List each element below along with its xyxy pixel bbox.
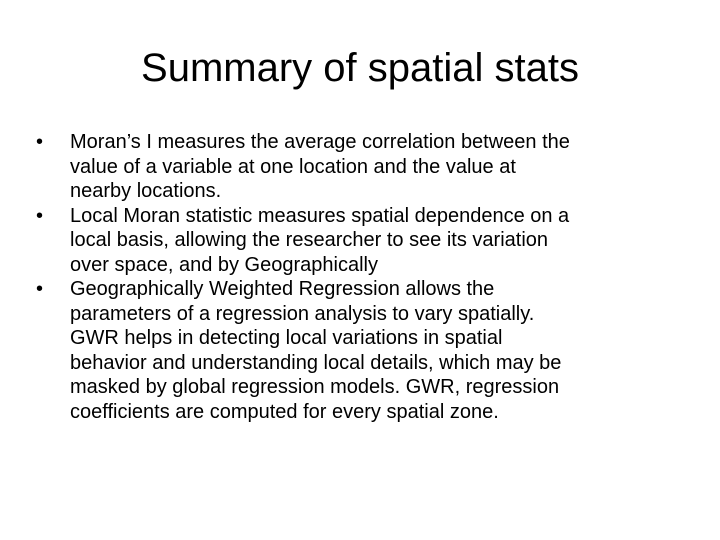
bullet-line: masked by global regression models. GWR, regression — [70, 376, 560, 398]
bullet-item-gwr — [36, 277, 676, 424]
bullet-line: local basis, allowing the researcher to see its variation — [70, 229, 549, 251]
bullet-item-local-moran — [36, 204, 676, 278]
bullet-line: coefficients are computed for every spatial zone. — [70, 400, 499, 423]
bullet-line: over space, and by Geographically — [70, 253, 378, 276]
bullet-line: Moran’s I measures the average correlation between the — [70, 131, 570, 153]
bullet-icon: • — [36, 204, 44, 227]
bullet-line: Local Moran statistic measures spatial dependence on a — [70, 204, 570, 227]
bullet-item-morans-i — [36, 130, 676, 204]
bullet-line: GWR helps in detecting local variations in spatial — [70, 327, 503, 349]
bullet-icon: • — [36, 278, 44, 300]
bullet-list — [36, 130, 676, 424]
bullet-line: behavior and understanding local details, which may be — [70, 351, 562, 374]
bullet-line: value of a variable at one location and the value at — [70, 155, 516, 178]
bullet-line: parameters of a regression analysis to vary spatially. — [70, 302, 535, 325]
slide-title: Summary of spatial stats — [141, 46, 579, 90]
bullet-line: nearby locations. — [70, 180, 222, 202]
bullet-line: Geographically Weighted Regression allows the — [70, 278, 495, 300]
bullet-icon: • — [36, 131, 44, 153]
